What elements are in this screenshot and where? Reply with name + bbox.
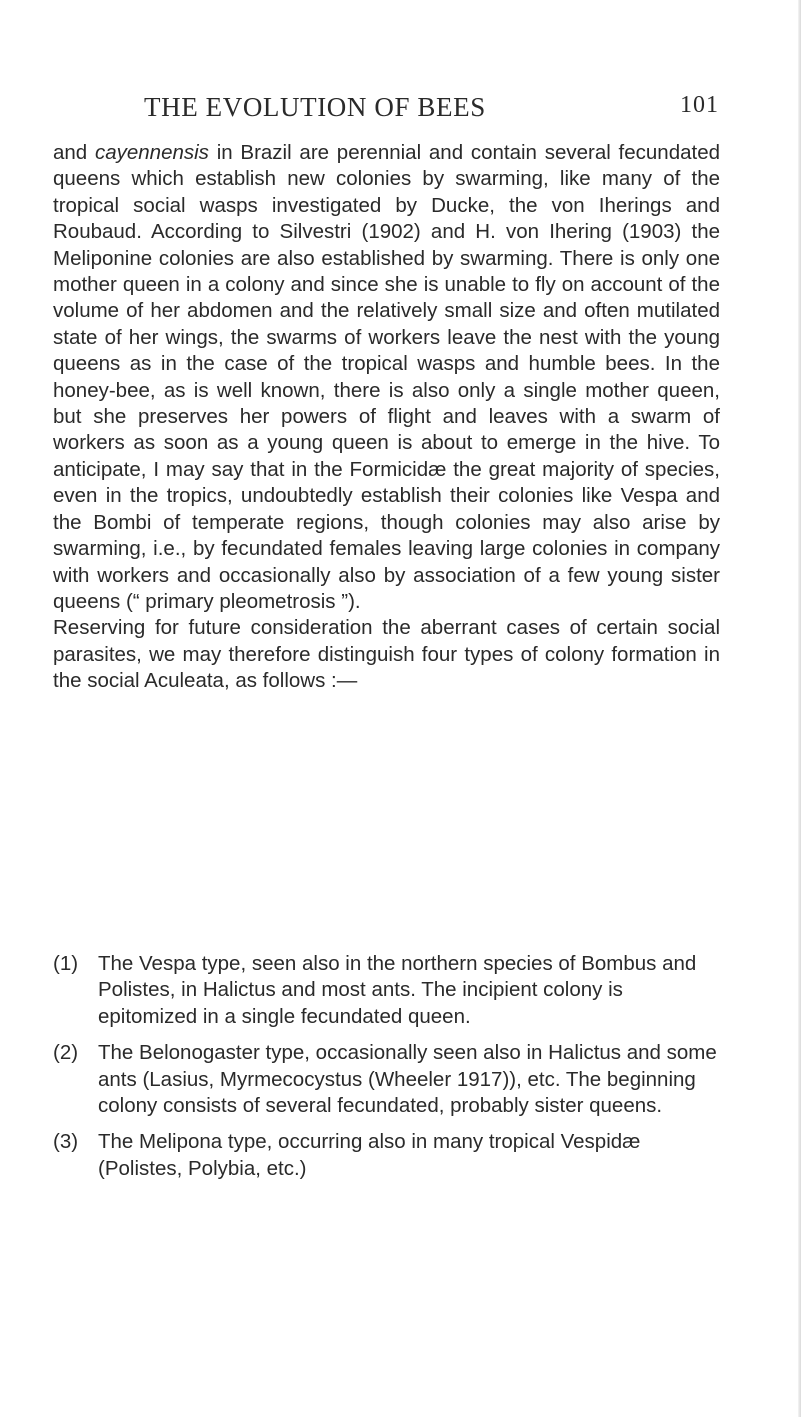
list-item (53, 951, 720, 1030)
body-text (53, 140, 720, 695)
paragraph-1 (53, 140, 720, 615)
list-item (53, 1129, 720, 1182)
paragraph-1-lead: and (53, 141, 95, 164)
list-item-text: The Belonogaster type, occasionally seen also in Halictus and some ants (Lasius, Myrmecocystus (Wheeler 1917)), etc. The beginning colony consists of several fecundated, probably sister queens. (98, 1041, 717, 1118)
colony-types-list (53, 951, 720, 1192)
running-head-title: THE EVOLUTION OF BEES (144, 92, 486, 122)
list-item-number: (2) (53, 1041, 79, 1065)
list-item (53, 1040, 720, 1119)
page-number: 101 (680, 92, 719, 118)
paragraph-2: Reserving for future consideration the aberrant cases of certain social parasites, we may therefore distinguish four types of colony formation in the social Aculeata, as follows :— (53, 616, 720, 693)
paragraph-1-text: in Brazil are perennial and contain several fecundated queens which establish new colonies by swarming, like many of the tropical social wasps investigated by Ducke, the von Iherings and Roubaud. According to Silvestri (1902) and H. von Ihering (1903) the Meliponine colonies are also established by swarming. There is only one mother queen in a colony and since she is unable to fly on account of the volume of her abdomen and the relatively small size and often mutilated state of her wings, the swarms of workers leave the nest with the young queens as in the case of the tropical wasps and humble bees. In the honey-bee, as is well known, there is also only a single mother queen, but she preserves her powers of flight and leaves with a swarm of workers as soon as a young queen is about to emerge in the hive. To anticipate, I may say that in the Formicidæ the great majority of species, even in the tropics, undoubtedly establish their colonies like Vespa and the Bombi of temperate regions, though colonies may also arise by swarming, i.e., by fecundated females leaving large colonies in company with workers and occasionally also by association of a few young sister queens (“ primary pleometrosis ”). (53, 141, 721, 613)
list-item-text: The Vespa type, seen also in the northern species of Bombus and Polistes, in Halictus and most ants. The incipient colony is epitomized in a single fecundated queen. (98, 952, 697, 1028)
list-item-text: The Melipona type, occurring also in many tropical Vespidæ (Polistes, Polybia, etc.) (98, 1130, 641, 1180)
species-name: cayennensis (94, 141, 209, 164)
list-item-number: (3) (53, 1130, 79, 1154)
running-head (144, 92, 719, 128)
list-item-number: (1) (53, 952, 79, 975)
